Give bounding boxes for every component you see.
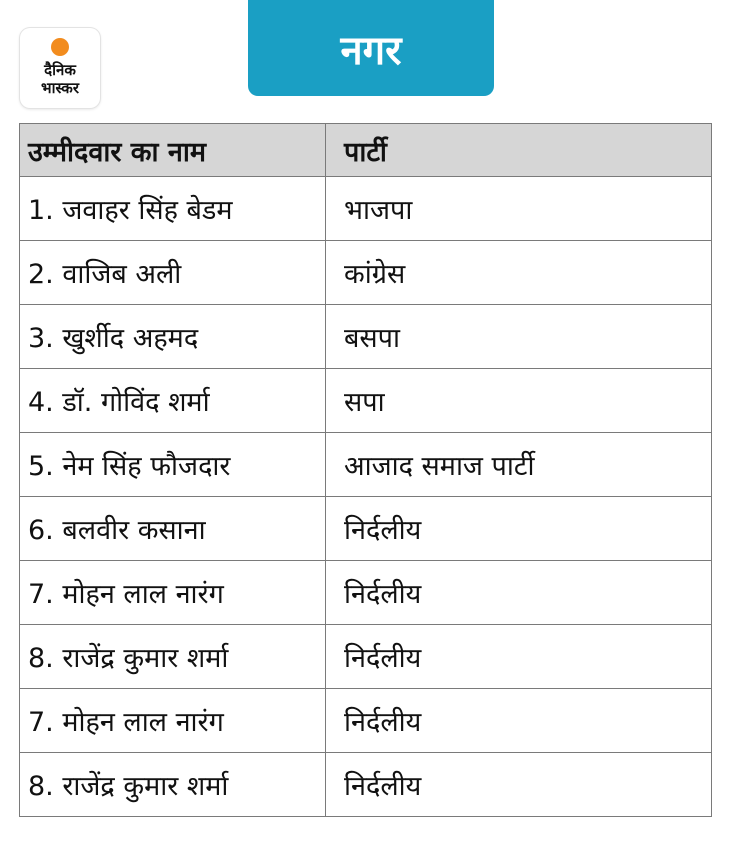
candidate-name: 5. नेम सिंह फौजदार [20, 433, 326, 497]
candidate-party: कांग्रेस [326, 241, 712, 305]
candidate-name: 3. खुर्शीद अहमद [20, 305, 326, 369]
sun-icon [51, 38, 69, 56]
header-party: पार्टी [326, 124, 712, 177]
candidate-party: निर्दलीय [326, 753, 712, 817]
table-row [20, 305, 712, 369]
candidate-name: 7. मोहन लाल नारंग [20, 561, 326, 625]
candidate-name: 6. बलवीर कसाना [20, 497, 326, 561]
table-row [20, 561, 712, 625]
header-candidate-name: उम्मीदवार का नाम [20, 124, 326, 177]
dainik-bhaskar-logo [20, 28, 100, 108]
table-row [20, 241, 712, 305]
candidate-party: निर्दलीय [326, 625, 712, 689]
logo-line-1: दैनिक [44, 61, 76, 79]
candidate-party: निर्दलीय [326, 497, 712, 561]
candidate-party: भाजपा [326, 177, 712, 241]
page-title: नगर [248, 0, 494, 96]
logo-line-2: भास्कर [41, 79, 79, 97]
candidate-name: 7. मोहन लाल नारंग [20, 689, 326, 753]
candidate-party: निर्दलीय [326, 561, 712, 625]
candidate-party: आजाद समाज पार्टी [326, 433, 712, 497]
candidate-party: निर्दलीय [326, 689, 712, 753]
candidate-name: 8. राजेंद्र कुमार शर्मा [20, 753, 326, 817]
table-row [20, 177, 712, 241]
table-row [20, 689, 712, 753]
table-row [20, 497, 712, 561]
candidate-party: बसपा [326, 305, 712, 369]
table-header-row [20, 124, 712, 177]
candidate-name: 8. राजेंद्र कुमार शर्मा [20, 625, 326, 689]
candidate-party: सपा [326, 369, 712, 433]
table-row [20, 625, 712, 689]
candidate-name: 1. जवाहर सिंह बेडम [20, 177, 326, 241]
candidate-name: 2. वाजिब अली [20, 241, 326, 305]
candidates-table [19, 123, 712, 817]
table-row [20, 433, 712, 497]
candidate-name: 4. डॉ. गोविंद शर्मा [20, 369, 326, 433]
table-row [20, 753, 712, 817]
table-row [20, 369, 712, 433]
